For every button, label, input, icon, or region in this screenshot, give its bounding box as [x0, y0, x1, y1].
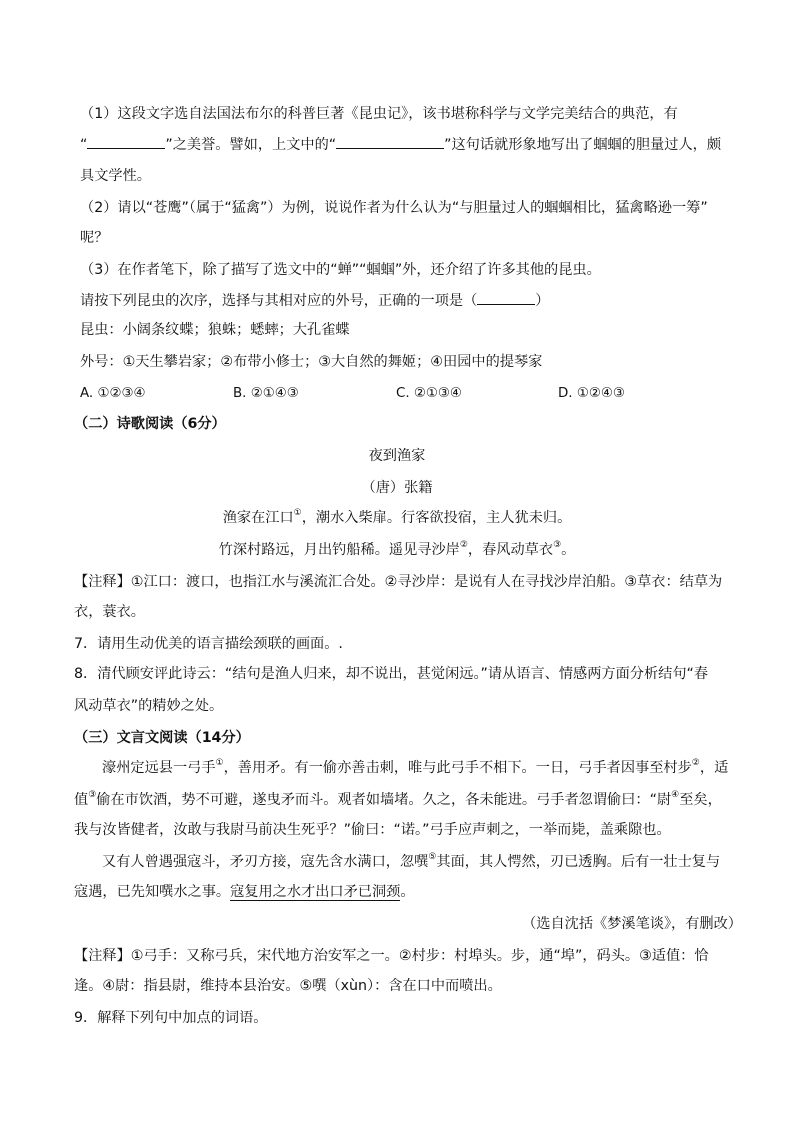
item1-line3: 具文学性。: [80, 168, 151, 184]
classical-p1-line2: 值③偷在市饮酒，势不可避，遂曳矛而斗。观者如墙堵。久之，各未能进。弓手者忽谓偷曰：“尉④至矣，: [74, 790, 722, 808]
classical-p1-line1: 濠州定远县一弓手①，善用矛。有一偷亦善击刺，唯与此弓手不相下。一日，弓手者因事至村步②，适: [102, 758, 729, 776]
item2-line2: 呢？: [80, 230, 109, 246]
classical-note-line1: 【注释】①弓手：又称弓兵，宋代地方治安军之一。②村步：村埠头。步，通“埠”，码头。③适值：恰: [74, 948, 709, 964]
question-8-line2: 风动草衣”的精妙之处。: [74, 698, 224, 714]
question-9: 9．解释下列句中加点的词语。: [74, 1010, 268, 1026]
answer-blank[interactable]: [336, 134, 444, 149]
option-c[interactable]: C. ②①③④: [396, 386, 462, 401]
item2-line1: （2）请以“苍鹰”（属于“猛禽”）为例，说说作者为什么认为“与胆量过人的蝈蝈相比，猛禽略逊一筹”: [80, 200, 708, 216]
nickname-list: 外号：①天生攀岩家；②布带小修士；③大自然的舞姬；④田园中的提琴家: [80, 354, 543, 370]
poem-line-2: 竹深村路远，月出钓船稀。遥见寻沙岸②，春风动草衣③。: [218, 540, 576, 558]
item1-line2: “ ”之美誉。譬如，上文中的“ ”这句话就形象地写出了蝈蝈的胆量过人，颇: [80, 134, 721, 155]
underlined-sentence: 寇复用之水才出口矛已洞颈: [230, 884, 401, 900]
poem-note-line2: 衣，蓑衣。: [74, 604, 145, 620]
poem-title: 夜到渔家: [368, 448, 426, 464]
classical-p2-line2: 寇遇，已先知噀水之事。寇复用之水才出口矛已洞颈。: [74, 884, 415, 900]
item3-line2: 请按下列昆虫的次序，选择与其相对应的外号，正确的一项是（ ）: [80, 290, 549, 311]
insect-list: 昆虫：小阔条纹蝶；狼蛛；蟋蟀；大孔雀蝶: [80, 322, 350, 338]
answer-blank[interactable]: [477, 290, 535, 305]
classical-p2-line1: 又有人曾遇强寇斗，矛刃方接，寇先含水满口，忽噀⑤其面，其人愕然，刃已透胸。后有一壮士复与: [102, 852, 721, 870]
item3-line1: （3）在作者笔下，除了描写了选文中的“蝉”“蝈蝈”外，还介绍了许多其他的昆虫。: [80, 262, 601, 278]
classical-p1-line3: 我与汝皆健者，汝敢与我尉马前决生死乎？”偷曰：“诺。”弓手应声刺之，一举而毙，盖乘隙也。: [74, 822, 671, 838]
source-citation: （选自沈括《梦溪笔谈》，有删改）: [522, 916, 742, 932]
poem-line-1: 渔家在江口①，潮水入柴扉。行客欲投宿，主人犹未归。: [222, 508, 572, 526]
option-b[interactable]: B. ②①④③: [233, 386, 299, 401]
answer-blank[interactable]: [87, 134, 165, 149]
classical-section-heading: （三）文言文阅读（14分）: [74, 730, 250, 746]
option-a[interactable]: A. ①②③④: [80, 386, 146, 401]
poem-section-heading: （二）诗歌阅读（6分）: [74, 416, 226, 432]
question-7: 7．请用生动优美的语言描绘颈联的画面。.: [74, 636, 343, 652]
item1-line1: （1）这段文字选自法国法布尔的科普巨著《昆虫记》，该书堪称科学与文学完美结合的典范，有: [80, 106, 678, 122]
classical-note-line2: 逢。④尉：指县尉，维持本县治安。⑤噀（xùn）：含在口中而喷出。: [74, 978, 502, 994]
question-8-line1: 8．清代顾安评此诗云：“结句是渔人归来，却不说出，甚觉闲远。”请从语言、情感两方面分析结句“春: [74, 666, 709, 682]
option-d[interactable]: D. ①②④③: [558, 386, 625, 401]
poem-note-line1: 【注释】①江口：渡口，也指江水与溪流汇合处。②寻沙岸：是说有人在寻找沙岸泊船。③草衣：结草为: [74, 574, 723, 590]
poem-author: （唐）张籍: [361, 480, 433, 496]
